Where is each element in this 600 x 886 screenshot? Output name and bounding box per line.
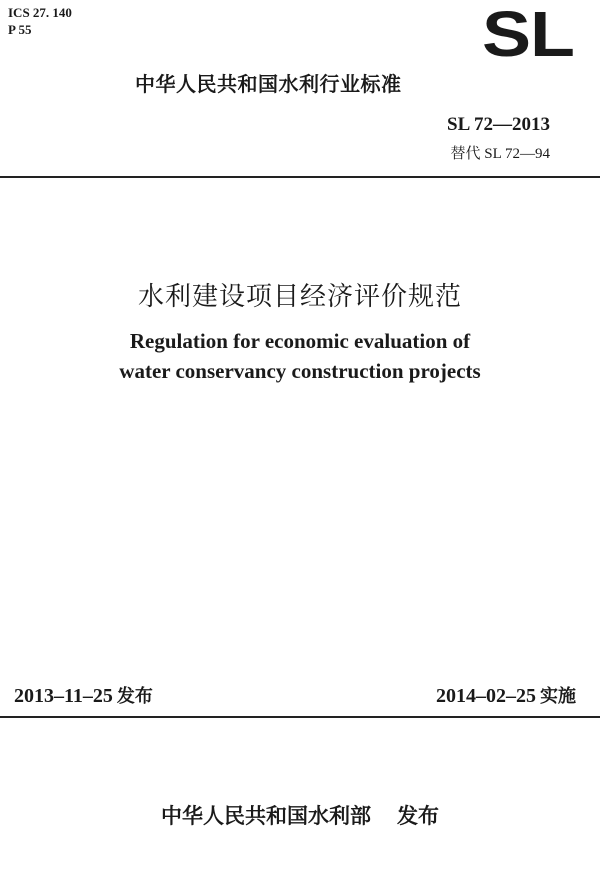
replaces-code: 替代 SL 72—94 — [450, 146, 550, 162]
document-title-chinese: 水利建设项目经济评价规范 — [137, 282, 462, 312]
category-code: P 55 — [8, 22, 32, 37]
sl-logo: SL — [482, 0, 574, 70]
publisher-name: 中华人民共和国水利部 — [161, 804, 371, 828]
bottom-divider — [0, 716, 600, 718]
publisher-line — [0, 800, 600, 830]
english-title-line-1: Regulation for economic evaluation of — [129, 329, 471, 353]
document-title-english — [0, 326, 600, 386]
classification-codes — [8, 4, 72, 38]
top-divider — [0, 176, 600, 178]
english-title-line-2: water conservancy construction projects — [119, 359, 481, 383]
issue-date-block — [14, 682, 153, 708]
issue-label: 发布 — [116, 686, 153, 707]
standard-category-title: 中华人民共和国水利行业标准 — [135, 72, 402, 96]
issue-date: 2013–11–25 — [14, 685, 113, 707]
implement-date: 2014–02–25 — [436, 685, 536, 707]
standard-code: SL 72—2013 — [447, 114, 550, 135]
implement-label: 实施 — [540, 686, 576, 707]
implement-date-block — [436, 682, 576, 708]
ics-code: ICS 27. 140 — [8, 5, 72, 20]
publish-label: 发布 — [397, 804, 439, 828]
